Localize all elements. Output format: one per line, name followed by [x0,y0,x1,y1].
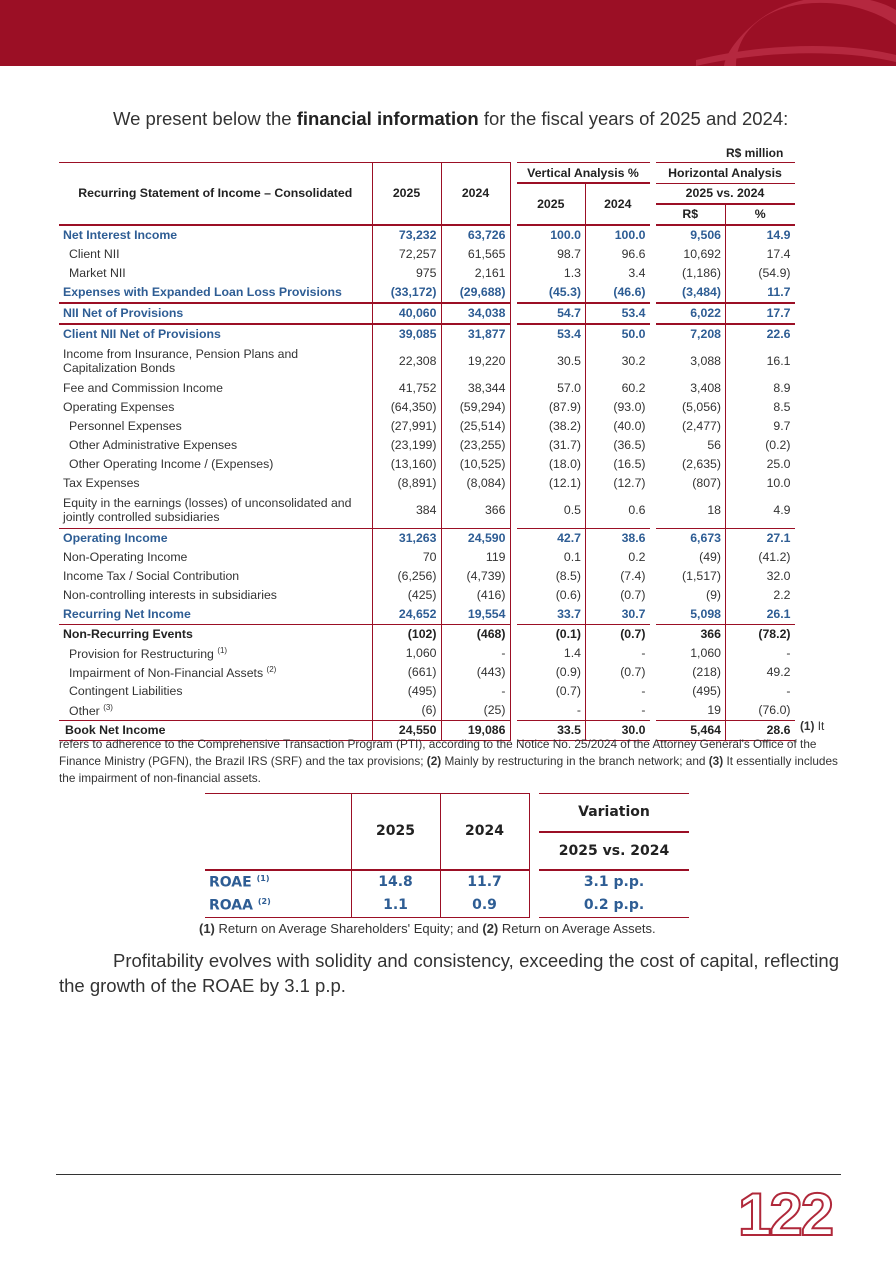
row-label: Non-controlling interests in subsidiaries [63,588,277,602]
horizontal-rs: (495) [656,682,726,701]
horizontal-pct: 27.1 [726,528,795,548]
row-label: Recurring Net Income [63,607,191,621]
footnote: refers to adherence to the Comprehensive Transaction Program (PTI), according to the Notice No. 25/2024 of the Attorney General's Office of the Finance Ministry (PGFN), the Brazil IRS (SRF) and the tax provisions; (2) Mainly by restructuring in the branch network; and (3) It essentially includes the impairment of non-financial assets. [59,737,838,785]
value-2024: 31,877 [441,324,510,344]
table-row [59,548,795,567]
horizontal-rs: (218) [656,663,726,682]
value-2024: (443) [441,663,510,682]
vertical-2024: 38.6 [586,528,650,548]
value-2024: 38,344 [441,379,510,398]
roae-2024: 11.7 [440,870,529,894]
horizontal-rs: 19 [656,701,726,721]
vertical-2024: (0.7) [620,665,646,679]
horizontal-compare: 2025 vs. 2024 [656,183,795,204]
intro-text: We present below the financial information for the fiscal years of 2025 and 2024: [113,108,789,129]
row-label: Other Administrative Expenses [69,438,238,452]
value-2025: 1,060 [372,644,441,663]
value-2024: (29,688) [441,283,510,303]
col-v2025: 2025 [517,183,586,225]
col-2024: 2024 [441,163,510,225]
table-row [59,398,795,417]
horizontal-pct: 9.7 [773,419,791,433]
horizontal-pct: 8.9 [773,381,791,395]
value-2024: - [441,682,510,701]
vertical-2024: 100.0 [586,225,650,245]
vertical-2024: (36.5) [613,438,646,452]
horizontal-rs: 5,464 [656,720,726,740]
horizontal-rs: (1,517) [656,567,726,586]
value-2025: 41,752 [372,379,441,398]
horizontal-rs: 1,060 [656,644,726,663]
value-2024: - [441,644,510,663]
horizontal-rs: (1,186) [656,264,726,283]
vertical-2025: 100.0 [517,225,586,245]
table-row [59,245,795,264]
horizontal-rs: 3,408 [656,379,726,398]
value-2024: (416) [441,586,510,605]
table-row [59,417,795,436]
vertical-2025: (87.9) [517,398,586,417]
horizontal-rs: (3,484) [656,283,726,303]
vertical-2025: (45.3) [517,283,586,303]
horizontal-pct: 17.4 [766,247,791,261]
vertical-2025: 1.4 [517,644,586,663]
horizontal-pct: - [786,684,791,698]
table-row [59,644,795,663]
table-row [59,303,795,324]
vertical-2025: 53.4 [517,324,586,344]
table-row [59,663,795,682]
vertical-analysis-header: Vertical Analysis % [517,163,650,184]
roe-variation-header: Variation [539,794,689,832]
roaa-variation: 0.2 p.p. [539,894,689,918]
table-row [59,586,795,605]
vertical-2024: 0.2 [628,550,646,564]
value-2025: 24,652 [372,605,441,625]
value-2024: 119 [441,548,510,567]
table-row [59,225,795,245]
horizontal-pct: 32.0 [766,569,791,583]
value-2025: 975 [372,264,441,283]
horizontal-pct: 49.2 [766,665,791,679]
row-label: Book Net Income [59,720,372,740]
vertical-2025: 98.7 [517,245,586,264]
value-2025: 24,550 [372,720,441,740]
table-row [59,701,795,721]
table-row [59,379,795,398]
value-2025: (23,199) [372,436,441,455]
col-2025: 2025 [372,163,441,225]
vertical-2025: - [517,701,586,721]
row-label: Market NII [69,266,126,280]
vertical-2025: 0.5 [517,493,586,529]
horizontal-rs: 366 [656,624,726,644]
value-2024: (25,514) [441,417,510,436]
row-label: NII Net of Provisions [59,303,372,324]
row-label: Income Tax / Social Contribution [63,569,240,583]
vertical-2024: 3.4 [628,266,646,280]
footnote-lead: (1) It [800,719,825,733]
value-2025: (495) [372,682,441,701]
profitability-note: (1) Return on Average Shareholders' Equity; and (2) Return on Average Assets. [199,921,656,936]
logo-swoosh-icon [696,0,896,66]
row-label: Expenses with Expanded Loan Loss Provisions [63,285,342,299]
header-bar [0,0,896,66]
horizontal-pct: 4.9 [773,503,791,517]
value-2025: 384 [372,493,441,529]
vertical-2025: 54.7 [517,303,586,324]
value-2025: (6) [372,701,441,721]
vertical-2024: 30.2 [621,354,646,368]
vertical-2025: 33.5 [517,720,586,740]
vertical-2025: (0.9) [517,663,586,682]
table-row [59,567,795,586]
table-row [59,528,795,548]
value-2024: 34,038 [441,303,510,324]
value-2025: 73,232 [372,225,441,245]
value-2024: (8,084) [441,474,510,493]
vertical-2025: 0.1 [517,548,586,567]
row-label: Operating Income [59,528,372,548]
vertical-2024: (16.5) [613,457,646,471]
vertical-2025: (31.7) [517,436,586,455]
row-label: Contingent Liabilities [69,684,183,698]
horizontal-pct: - [786,646,791,660]
table-row [205,894,689,918]
vertical-2025: 1.3 [517,264,586,283]
row-label: Fee and Commission Income [63,381,223,395]
table-title: Recurring Statement of Income – Consolidated [59,163,372,225]
conclusion-paragraph: Profitability evolves with solidity and consistency, exceeding the cost of capital, reflecting the growth of the ROAE by 3.1 p.p. [59,950,839,996]
value-2024: 61,565 [441,245,510,264]
value-2025: (6,256) [372,567,441,586]
roaa-2024: 0.9 [440,894,529,918]
value-2024: 63,726 [441,225,510,245]
roae-2025: 14.8 [351,870,440,894]
roe-col-2024: 2024 [440,794,529,870]
vertical-2025: (0.7) [517,682,586,701]
table-row [59,436,795,455]
value-2025: (8,891) [372,474,441,493]
value-2025: (64,350) [372,398,441,417]
vertical-2024: 50.0 [586,324,650,344]
row-label: Client NII [69,247,120,261]
horizontal-rs: 56 [656,436,726,455]
value-2025: 39,085 [372,324,441,344]
row-label: Other Operating Income / (Expenses) [69,457,274,471]
table-row [59,605,795,625]
row-label: Personnel Expenses [69,419,182,433]
value-2025: (33,172) [372,283,441,303]
horizontal-pct: (54.9) [758,266,791,280]
roae-variation: 3.1 p.p. [583,874,645,890]
roe-label-roaa: ROAA $^{(2)}$ [205,894,351,918]
vertical-2024: 53.4 [586,303,650,324]
vertical-2025: (38.2) [517,417,586,436]
table-row [59,474,795,493]
vertical-2025: 33.7 [517,605,586,625]
vertical-2025: (12.1) [517,474,586,493]
horizontal-pct: 25.0 [766,457,791,471]
vertical-2024: - [641,684,646,698]
vertical-2025: 42.7 [517,528,586,548]
value-2025: (27,991) [372,417,441,436]
value-2024: (59,294) [441,398,510,417]
profitability-table [205,793,689,918]
value-2024: (468) [441,624,510,644]
value-2025: 22,308 [372,344,441,379]
row-label: Operating Expenses [63,400,175,414]
footer-divider [56,1174,841,1175]
horizontal-rs: 5,098 [656,605,726,625]
value-2024: 2,161 [441,264,510,283]
value-2025: (102) [372,624,441,644]
value-2024: 19,554 [441,605,510,625]
vertical-2024: (12.7) [613,476,646,490]
table-row [59,344,795,379]
horizontal-rs: 3,088 [656,344,726,379]
table-row [59,264,795,283]
vertical-2025: 57.0 [517,379,586,398]
value-2024: (10,525) [441,455,510,474]
row-label: Tax Expenses [63,476,140,490]
horizontal-rs: (5,056) [656,398,726,417]
roaa-2025: 1.1 [351,894,440,918]
value-2025: 70 [372,548,441,567]
horizontal-rs: 10,692 [656,245,726,264]
value-2024: (25) [441,701,510,721]
vertical-2024: (7.4) [620,569,646,583]
horizontal-pct: 22.6 [726,324,795,344]
vertical-2025: (0.1) [517,624,586,644]
table-row [59,624,795,644]
row-label: Non-Recurring Events [59,624,372,644]
vertical-2024: - [641,703,646,717]
vertical-2024: 30.0 [586,720,650,740]
value-2025: (13,160) [372,455,441,474]
income-statement-table [59,162,795,741]
horizontal-rs: 18 [656,493,726,529]
horizontal-pct: 16.1 [766,354,791,368]
horizontal-pct: (78.2) [726,624,795,644]
vertical-2024: (0.7) [620,588,646,602]
horizontal-rs: 7,208 [656,324,726,344]
unit-label: R$ million [726,146,784,160]
value-2024: (4,739) [441,567,510,586]
horizontal-rs: (2,477) [656,417,726,436]
row-label: Equity in the earnings (losses) of unconsolidated and jointly controlled subsidiaries [63,496,352,524]
value-2024: 19,220 [441,344,510,379]
value-2025: (661) [372,663,441,682]
value-2024: 24,590 [441,528,510,548]
horizontal-pct: 8.5 [773,400,791,414]
horizontal-rs: 6,673 [656,528,726,548]
vertical-2025: (8.5) [517,567,586,586]
horizontal-pct: (76.0) [758,703,791,717]
table-row [205,870,689,894]
horizontal-rs: (2,635) [656,455,726,474]
vertical-2025: (0.6) [517,586,586,605]
value-2024: (23,255) [441,436,510,455]
horizontal-pct: 28.6 [726,720,795,740]
row-label: Other $^{(3)}$ [69,703,113,719]
vertical-2024: 60.2 [621,381,646,395]
table-row [59,493,795,529]
vertical-2024: 30.7 [621,607,646,621]
value-2025: 31,263 [372,528,441,548]
roe-col-2025: 2025 [351,794,440,870]
horizontal-pct: (0.2) [765,438,791,452]
table-row [59,682,795,701]
value-2024: 19,086 [441,720,510,740]
value-2025: 40,060 [372,303,441,324]
vertical-2025: 30.5 [517,344,586,379]
roe-compare-header: 2025 vs. 2024 [539,832,689,870]
row-label: Impairment of Non-Financial Assets $^{(2)}$ [69,665,277,681]
page-number: 122 [738,1181,833,1248]
horizontal-pct: (41.2) [758,550,791,564]
vertical-2024: (40.0) [613,419,646,433]
col-hpct: % [726,204,795,225]
row-label: Net Interest Income [59,225,372,245]
horizontal-rs: (9) [656,586,726,605]
row-label: Provision for Restructuring $^{(1)}$ [69,646,228,662]
horizontal-analysis-header: Horizontal Analysis [656,163,795,184]
horizontal-rs: (49) [656,548,726,567]
horizontal-pct: 10.0 [766,476,791,490]
horizontal-rs: 9,506 [656,225,726,245]
roe-label-roae: ROAE $^{(1)}$ [209,873,270,891]
horizontal-pct: 14.9 [726,225,795,245]
row-label: Client NII Net of Provisions [59,324,372,344]
horizontal-pct: 2.2 [773,588,791,602]
vertical-2024: (46.6) [613,285,646,299]
vertical-2024: (0.7) [586,624,650,644]
col-v2024: 2024 [586,183,650,225]
row-label: Non-Operating Income [63,550,188,564]
horizontal-pct: 11.7 [767,285,791,299]
vertical-2025: (18.0) [517,455,586,474]
value-2025: (425) [372,586,441,605]
col-hrs: R$ [656,204,726,225]
horizontal-rs: 6,022 [656,303,726,324]
vertical-2024: 96.6 [621,247,646,261]
horizontal-rs: (807) [656,474,726,493]
vertical-2024: (93.0) [613,400,646,414]
value-2025: 72,257 [372,245,441,264]
value-2024: 366 [441,493,510,529]
horizontal-pct: 26.1 [766,607,791,621]
horizontal-pct: 17.7 [726,303,795,324]
table-row [59,455,795,474]
vertical-2024: 0.6 [628,503,646,517]
vertical-2024: - [641,646,646,660]
row-label: Income from Insurance, Pension Plans and Capitalization Bonds [63,347,299,375]
table-row [59,324,795,344]
table-row [59,283,795,303]
